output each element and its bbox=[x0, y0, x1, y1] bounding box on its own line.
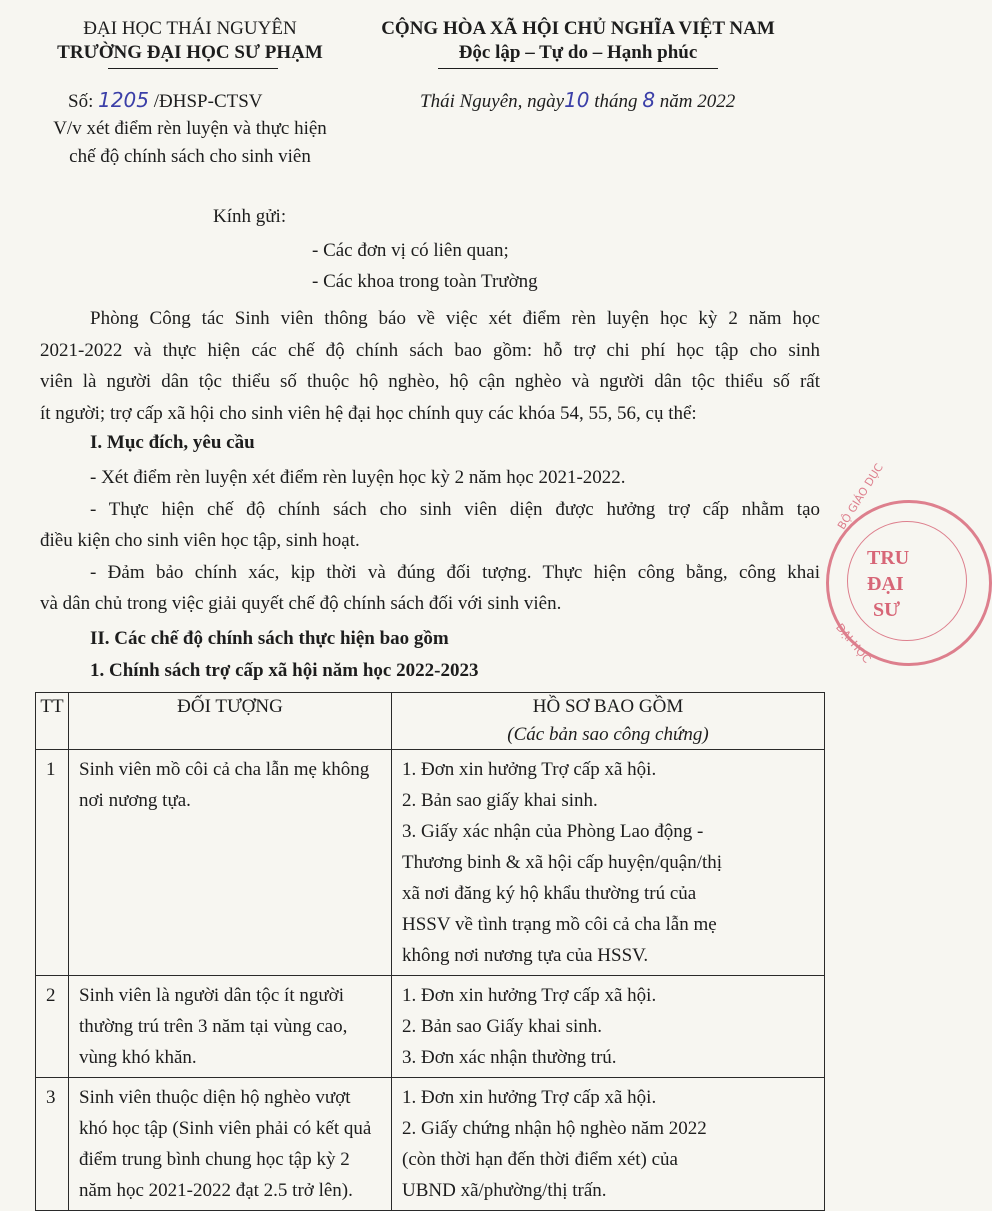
row2-doc-line: 2. Bản sao Giấy khai sinh. bbox=[402, 1016, 603, 1037]
row2-subject-line: thường trú trên 3 năm tại vùng cao, bbox=[79, 1016, 348, 1037]
place-date bbox=[420, 88, 735, 113]
row3-tt: 3 bbox=[36, 1078, 69, 1211]
row1-tt: 1 bbox=[36, 750, 69, 976]
stamp-text-1: TRU bbox=[867, 547, 910, 569]
row2-subject-line: vùng khó khăn. bbox=[79, 1047, 197, 1068]
row3-doc-line: 1. Đơn xin hưởng Trợ cấp xã hội. bbox=[402, 1087, 657, 1108]
section1-line-5: và dân chủ trong việc giải quyết chế độ chính sách đối với sinh viên. bbox=[40, 593, 562, 614]
intro-line-2: 2021-2022 và thực hiện các chế độ chính sách bao gồm: hỗ trợ chi phí học tập cho sinh bbox=[40, 339, 820, 361]
row2-doc-line: 1. Đơn xin hưởng Trợ cấp xã hội. bbox=[402, 985, 657, 1006]
section1-line-4: - Đảm bảo chính xác, kịp thời và đúng đối tượng. Thực hiện công bằng, công khai bbox=[90, 561, 820, 583]
doc-subject-line2: chế độ chính sách cho sinh viên bbox=[69, 146, 311, 167]
section1-title: I. Mục đích, yêu cầu bbox=[90, 432, 255, 453]
doc-number bbox=[68, 88, 263, 113]
row2-subject-line: Sinh viên là người dân tộc ít người bbox=[79, 985, 344, 1006]
section1-line-2: - Thực hiện chế độ chính sách cho sinh viên diện được hưởng trợ cấp nhằm tạo bbox=[90, 498, 820, 520]
row1-subject-line: nơi nương tựa. bbox=[79, 790, 191, 811]
header-docs-note: (Các bản sao công chứng) bbox=[507, 724, 709, 745]
header-subject: ĐỐI TƯỢNG bbox=[69, 693, 392, 750]
table-row bbox=[36, 976, 825, 1078]
header-docs bbox=[392, 693, 825, 750]
section1-body bbox=[40, 462, 820, 620]
doc-subject-line1: V/v xét điểm rèn luyện và thực hiện bbox=[53, 118, 327, 139]
motto-underline bbox=[438, 68, 718, 69]
stamp-ring-top: BỘ GIÁO DỤC bbox=[835, 461, 886, 532]
intro-line-1: Phòng Công tác Sinh viên thông báo về việc xét điểm rèn luyện học kỳ 2 năm học bbox=[90, 308, 820, 329]
stamp-inner-ring bbox=[847, 521, 967, 641]
row1-doc-line: 1. Đơn xin hưởng Trợ cấp xã hội. bbox=[402, 759, 657, 780]
doc-number-suffix: /ĐHSP-CTSV bbox=[153, 91, 263, 112]
date-month-label: tháng bbox=[594, 91, 638, 112]
stamp-text-2: ĐẠI bbox=[867, 573, 904, 595]
org-parent: ĐẠI HỌC THÁI NGUYÊN bbox=[83, 18, 297, 39]
row3-subject-line: khó học tập (Sinh viên phải có kết quả bbox=[79, 1118, 372, 1139]
row3-doc-line: (còn thời hạn đến thời điểm xét) của bbox=[402, 1149, 678, 1170]
place-date-prefix: Thái Nguyên, ngày bbox=[420, 91, 565, 112]
table-row bbox=[36, 750, 825, 976]
intro-line-3: viên là người dân tộc thiểu số thuộc hộ nghèo, hộ cận nghèo và người dân tộc thiểu số rất bbox=[40, 371, 820, 392]
republic-title: CỘNG HÒA XÃ HỘI CHỦ NGHĨA VIỆT NAM bbox=[381, 18, 775, 39]
row3-doc-line: 2. Giấy chứng nhận hộ nghèo năm 2022 bbox=[402, 1118, 707, 1139]
row1-doc-line: Thương binh & xã hội cấp huyện/quận/thị bbox=[402, 852, 723, 873]
intro-line-4: ít người; trợ cấp xã hội cho sinh viên hệ đại học chính quy các khóa 54, 55, 56, cụ thể: bbox=[40, 402, 697, 424]
org-name bbox=[40, 42, 340, 64]
benefits-table bbox=[35, 692, 825, 1211]
table-header-row bbox=[36, 693, 825, 750]
row2-tt: 2 bbox=[36, 976, 69, 1078]
org-name-text: TRƯỜNG ĐẠI HỌC SƯ PHẠM bbox=[57, 42, 323, 63]
doc-number-handwritten: 1205 bbox=[98, 88, 150, 112]
row1-doc-line: HSSV về tình trạng mồ côi cả cha lẫn mẹ bbox=[402, 914, 717, 935]
section1-line-3: điều kiện cho sinh viên học tập, sinh hoạt. bbox=[40, 530, 360, 551]
section2-sub1: 1. Chính sách trợ cấp xã hội năm học 2022-2023 bbox=[90, 660, 479, 681]
row3-subject-line: điểm trung bình chung học tập kỳ 2 bbox=[79, 1149, 350, 1170]
row1-subject-line: Sinh viên mồ côi cả cha lẫn mẹ không bbox=[79, 759, 370, 780]
row3-docs bbox=[392, 1078, 825, 1211]
row3-subject bbox=[69, 1078, 392, 1211]
row1-doc-line: xã nơi đăng ký hộ khẩu thường trú của bbox=[402, 883, 697, 904]
row2-docs bbox=[392, 976, 825, 1078]
date-day-handwritten: 10 bbox=[564, 88, 590, 112]
official-stamp bbox=[826, 461, 992, 666]
row1-docs bbox=[392, 750, 825, 976]
header-tt: TT bbox=[36, 693, 69, 750]
row3-subject-line: năm học 2021-2022 đạt 2.5 trở lên). bbox=[79, 1180, 353, 1201]
date-year: năm 2022 bbox=[659, 91, 736, 112]
recipient-1: - Các đơn vị có liên quan; bbox=[312, 240, 509, 261]
row3-subject-line: Sinh viên thuộc diện hộ nghèo vượt bbox=[79, 1087, 351, 1108]
header-docs-title: HỒ SƠ BAO GỒM bbox=[532, 696, 684, 717]
section1-line-1: - Xét điểm rèn luyện xét điểm rèn luyện học kỳ 2 năm học 2021-2022. bbox=[90, 467, 626, 488]
row3-doc-line: UBND xã/phường/thị trấn. bbox=[402, 1180, 607, 1201]
row1-doc-line: 3. Giấy xác nhận của Phòng Lao động - bbox=[402, 821, 704, 842]
org-underline bbox=[108, 68, 278, 69]
row1-doc-line: 2. Bản sao giấy khai sinh. bbox=[402, 790, 598, 811]
stamp-text-3: SƯ bbox=[873, 599, 901, 621]
row1-subject bbox=[69, 750, 392, 976]
motto: Độc lập – Tự do – Hạnh phúc bbox=[458, 42, 698, 63]
recipient-2: - Các khoa trong toàn Trường bbox=[312, 271, 538, 292]
stamp-ring-bottom: ĐẠI HỌC bbox=[833, 621, 874, 666]
row1-doc-line: không nơi nương tựa của HSSV. bbox=[402, 945, 649, 966]
doc-number-label: Số: bbox=[68, 91, 94, 112]
section2-title: II. Các chế độ chính sách thực hiện bao gồm bbox=[90, 628, 449, 649]
date-month-handwritten: 8 bbox=[642, 88, 656, 112]
table-row bbox=[36, 1078, 825, 1211]
row2-doc-line: 3. Đơn xác nhận thường trú. bbox=[402, 1047, 617, 1068]
greeting: Kính gửi: bbox=[213, 206, 287, 227]
intro-paragraph bbox=[40, 303, 820, 429]
row2-subject bbox=[69, 976, 392, 1078]
